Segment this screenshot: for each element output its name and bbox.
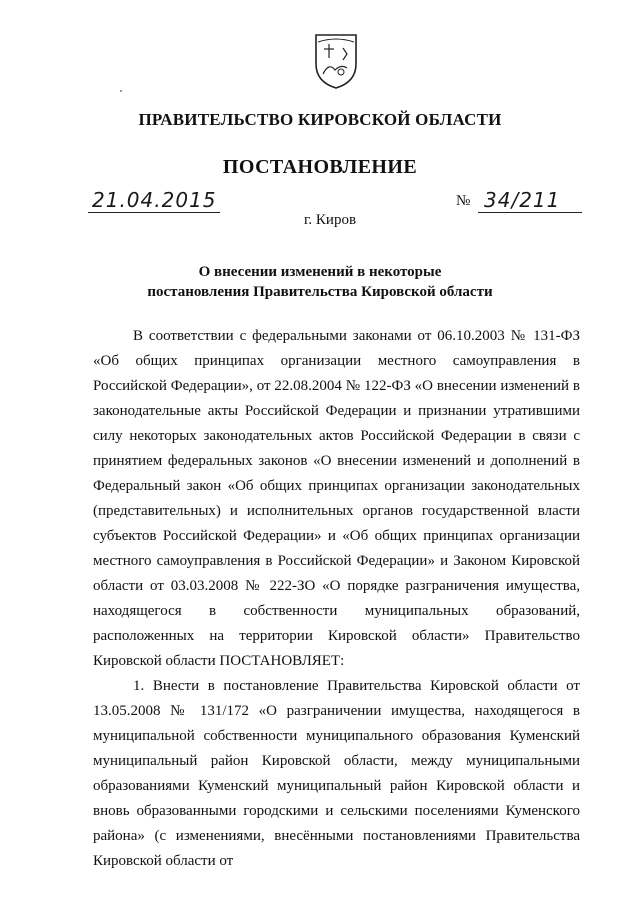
document-subject	[0, 262, 640, 302]
handwritten-document-number: 34/211	[484, 188, 561, 212]
number-sign: №	[456, 193, 471, 209]
scan-speck	[120, 90, 122, 92]
document-body	[93, 324, 580, 874]
city-label: г. Киров	[303, 212, 357, 228]
subject-line-2: постановления Правительства Кировской области	[147, 284, 493, 300]
handwritten-date: 21.04.2015	[92, 188, 217, 212]
kirov-coat-of-arms-icon	[313, 32, 359, 90]
body-paragraph-2: 1. Внести в постановление Правительства Кировской области от 13.05.2008 № 131/172 «О разграничении имущества, находящегося в муниципальной собственности муниципального образования Куменский муниципальный район Кировской области, между муниципальными образованиями Куменский муниципальный район Кировской области и вновь образованными городскими и сельскими поселениями Куменского района» (с изменениями, внесёнными постановлениями Правительства Кировской области от	[93, 678, 580, 869]
body-paragraph-1: В соответствии с федеральными законами от 06.10.2003 № 131-ФЗ «Об общих принципах организации местного самоуправления в Российской Федерации», от 22.08.2004 № 122-ФЗ «О внесении изменений в законодательные акты Российской Федерации и признании утратившими силу некоторых законодательных актов Российской Федерации в связи с принятием федеральных законов «О внесении изменений и дополнений в Федеральный закон «Об общих принципах организации законодательных (представительных) и исполнительных органов государственной власти субъектов Российской Федерации» и «Об общих принципах организации местного самоуправления в Российской Федерации» и Законом Кировской области от 03.03.2008 № 222-ЗО «О порядке разграничения имущества, находящегося в собственности муниципальных образований, расположенных на территории Кировской области» Правительство Кировской области ПОСТАНОВЛЯЕТ:	[93, 328, 580, 669]
subject-line-1: О внесении изменений в некоторые	[198, 264, 442, 280]
document-type-heading: ПОСТАНОВЛЕНИЕ	[222, 156, 418, 178]
organization-title: ПРАВИТЕЛЬСТВО КИРОВСКОЙ ОБЛАСТИ	[138, 110, 502, 129]
